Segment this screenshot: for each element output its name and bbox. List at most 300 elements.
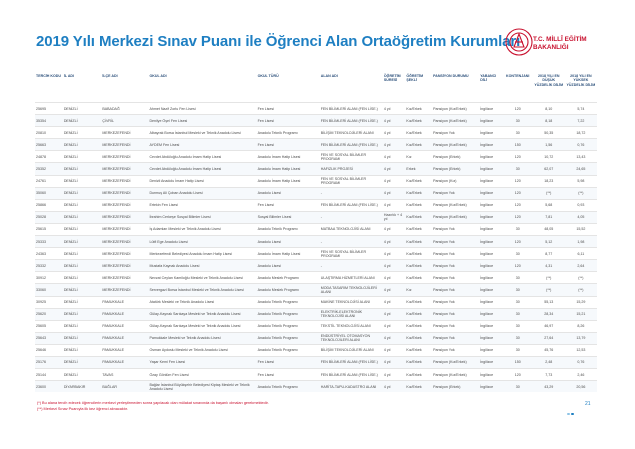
table-cell: -: [320, 260, 383, 272]
table-cell: 25866: [35, 199, 63, 211]
table-cell: İngilizce: [479, 163, 503, 175]
table-cell: DENİZLİ: [63, 175, 102, 187]
table-row: [35, 320, 597, 332]
table-cell: BABADAĞ: [101, 103, 148, 115]
table-row: [35, 260, 597, 272]
table-cell: FEN VE SOSYAL BİLİMLER PROGRAMI: [320, 151, 383, 163]
table-cell: 35060: [35, 187, 63, 199]
table-cell: Kız/Erkek: [405, 187, 432, 199]
table-cell: 30: [503, 127, 533, 139]
table-cell: MATBAA TEKNOLOJİSİ ALANI: [320, 223, 383, 235]
table-cell: MERKEZEFENDİ: [101, 187, 148, 199]
footnotes: [37, 400, 269, 412]
table-cell: Denizli Anadolu İmam Hatip Lisesi: [148, 175, 256, 187]
table-cell: 4 yıl: [383, 308, 405, 320]
table-cell: Pansiyon (Kız/Erkek): [432, 369, 479, 381]
table-cell: Pansiyon (Kız/Erkek): [432, 211, 479, 223]
table-cell: İngilizce: [479, 332, 503, 344]
table-cell: 6,11: [565, 248, 597, 260]
table-cell: MERKEZEFENDİ: [101, 163, 148, 175]
table-cell: 50,35: [533, 127, 565, 139]
table-cell: 4 yıl: [383, 344, 405, 356]
table-cell: Pansiyon Yok: [432, 344, 479, 356]
table-cell: İngilizce: [479, 199, 503, 211]
table-cell: Lütfi Ege Anadolu Lisesi: [148, 236, 256, 248]
table-cell: Kız/Erkek: [405, 296, 432, 308]
table-cell: Fen Lisesi: [257, 115, 320, 127]
table-row: [35, 356, 597, 368]
table-cell: 120: [503, 211, 533, 223]
table-cell: 25663: [35, 139, 63, 151]
table-cell: ENDÜSTRİYEL OTOMASYON TEKNOLOJİLERİ ALANI: [320, 332, 383, 344]
table-cell: 4 yıl: [383, 103, 405, 115]
table-cell: FEN BİLİMLERİ ALANI (FEN LİSE.): [320, 115, 383, 127]
table-row: [35, 381, 597, 393]
table-cell: ULAŞTIRMA HİZMETLERİ ALANI: [320, 272, 383, 284]
table-cell: 25144: [35, 369, 63, 381]
table-cell: Anadolu Lisesi: [257, 260, 320, 272]
footnote: (*) Bu alana tercih edecek öğrencilerin merkezi yerleştirmeden sonra yapılacak olan mülakat sınavında da başarılı olmaları gerekmektedir.: [37, 401, 269, 405]
table-cell: İngilizce: [479, 260, 503, 272]
table-cell: MERKEZEFENDİ: [101, 284, 148, 296]
table-cell: MERKEZEFENDİ: [101, 199, 148, 211]
table-cell: 10,72: [533, 151, 565, 163]
table-cell: 25605: [35, 320, 63, 332]
table-cell: İngilizce: [479, 296, 503, 308]
table-cell: 30: [503, 272, 533, 284]
table-cell: İngilizce: [479, 236, 503, 248]
table-cell: İngilizce: [479, 369, 503, 381]
table-cell: 15,52: [565, 223, 597, 235]
table-cell: 0,93: [565, 199, 597, 211]
table-cell: Kız: [405, 151, 432, 163]
table-cell: 30: [503, 296, 533, 308]
col-header: ÖĞRETİM ŞEKLİ: [406, 74, 424, 83]
table-cell: 2,46: [565, 369, 597, 381]
table-cell: Ahmet Nazif Zorlu Fen Lisesi: [148, 103, 256, 115]
table-cell: 20,56: [565, 381, 597, 393]
table-cell: İngilizce: [479, 175, 503, 187]
col-header: ALAN ADI: [320, 74, 338, 78]
table-cell: Anadolu İmam Hatip Lisesi: [257, 248, 320, 260]
table-cell: 18,23: [533, 175, 565, 187]
table-cell: 4 yıl: [383, 127, 405, 139]
table-cell: DENİZLİ: [63, 211, 102, 223]
table-cell: -: [320, 187, 383, 199]
table-cell: Pansiyon (Erkek): [432, 163, 479, 175]
table-cell: 24878: [35, 151, 63, 163]
table-row: [35, 115, 597, 127]
table-cell: DENİZLİ: [63, 260, 102, 272]
table-cell: 150: [503, 356, 533, 368]
table-cell: Osman Aydoslu Mesleki ve Teknik Anadolu Lisesi: [148, 344, 256, 356]
table-cell: MERKEZEFENDİ: [101, 151, 148, 163]
table-cell: Pansiyon Yok: [432, 296, 479, 308]
table-cell: DENİZLİ: [63, 163, 102, 175]
table-cell: 4 yıl: [383, 381, 405, 393]
table-cell: DENİZLİ: [63, 332, 102, 344]
table-cell: İngilizce: [479, 211, 503, 223]
table-cell: Pansiyon Yok: [432, 284, 479, 296]
table-cell: 4 yıl: [383, 187, 405, 199]
table-cell: 120: [503, 260, 533, 272]
table-cell: DENİZLİ: [63, 296, 102, 308]
table-cell: Fen Lisesi: [257, 103, 320, 115]
table-cell: 4,05: [565, 211, 597, 223]
table-cell: 25615: [35, 223, 63, 235]
table-body: [35, 103, 597, 393]
table-cell: FEN BİLİMLERİ ALANI (FEN LİSE.): [320, 356, 383, 368]
table-cell: Anadolu Meslek Programı: [257, 284, 320, 296]
table-cell: 24363: [35, 248, 63, 260]
table-cell: PAMUKKALE: [101, 356, 148, 368]
table-cell: Merkezefendi Belediyesi Anadolu İmam Hatip Lisesi: [148, 248, 256, 260]
table-cell: İngilizce: [479, 320, 503, 332]
table-row: [35, 139, 597, 151]
table-cell: TEKSTİL TEKNOLOJİSİ ALANI: [320, 320, 383, 332]
table-cell: Pansiyon Yok: [432, 308, 479, 320]
table-cell: 8,10: [533, 103, 565, 115]
ministry-name-line1: T.C. MİLLÎ EĞİTİM: [533, 36, 587, 43]
table-cell: -: [320, 211, 383, 223]
table-row: [35, 284, 597, 296]
table-cell: Fen Lisesi: [257, 369, 320, 381]
table-cell: Kız: [405, 284, 432, 296]
table-row: [35, 272, 597, 284]
table-cell: BİLİŞİM TEKNOLOJİLERİ ALANI: [320, 344, 383, 356]
table-cell: 4 yıl: [383, 223, 405, 235]
table-cell: Pansiyon Yok: [432, 236, 479, 248]
col-header: YABANCI DİLİ: [480, 74, 497, 83]
table-cell: Kız/Erkek: [405, 272, 432, 284]
table-cell: Pansiyon (Kız/Erkek): [432, 139, 479, 151]
table-cell: DENİZLİ: [63, 223, 102, 235]
table-cell: Kız/Erkek: [405, 381, 432, 393]
table-cell: 35354: [35, 115, 63, 127]
table-row: [35, 187, 597, 199]
table-cell: 62,07: [533, 163, 565, 175]
table-cell: Pansiyon Yok: [432, 187, 479, 199]
table-cell: DENİZLİ: [63, 236, 102, 248]
table-row: [35, 308, 597, 320]
col-header: OKUL ADI: [149, 74, 167, 78]
table-cell: 25643: [35, 332, 63, 344]
table-cell: PAMUKKALE: [101, 332, 148, 344]
table-row: [35, 103, 597, 115]
table-row: [35, 248, 597, 260]
table-cell: 5,74: [565, 103, 597, 115]
table-cell: DENİZLİ: [63, 139, 102, 151]
table-cell: FEN BİLİMLERİ ALANI (FEN LİSE.): [320, 369, 383, 381]
table-cell: HAFIZLIK PROJESİ: [320, 163, 383, 175]
table-cell: MERKEZEFENDİ: [101, 211, 148, 223]
table-cell: Kız/Erkek: [405, 320, 432, 332]
table-cell: PAMUKKALE: [101, 308, 148, 320]
table-cell: İngilizce: [479, 272, 503, 284]
table-cell: 120: [503, 236, 533, 248]
table-cell: 25333: [35, 236, 63, 248]
table-cell: Anadolu Teknik Programı: [257, 296, 320, 308]
table-cell: Özay Gönlüm Fen Lisesi: [148, 369, 256, 381]
table-cell: Kız/Erkek: [405, 248, 432, 260]
table-cell: 45,76: [533, 344, 565, 356]
table-cell: 25620: [35, 308, 63, 320]
ministry-name-line2: BAKANLIĞI: [533, 43, 569, 51]
table-cell: MERKEZEFENDİ: [101, 260, 148, 272]
table-row: [35, 175, 597, 187]
table-cell: 30: [503, 284, 533, 296]
table-cell: 30: [503, 163, 533, 175]
table-cell: (**): [565, 187, 597, 199]
table-row: [35, 163, 597, 175]
table-cell: 25646: [35, 344, 63, 356]
table-cell: 120: [503, 369, 533, 381]
table-cell: PAMUKKALE: [101, 296, 148, 308]
table-cell: 8,26: [565, 320, 597, 332]
table-cell: DENİZLİ: [63, 103, 102, 115]
page-title: 2019 Yılı Merkezi Sınav Puanı ile Öğrenci Alan Ortaöğretim Kurumları: [36, 33, 521, 50]
table-cell: Pansiyon Yok: [432, 127, 479, 139]
table-cell: 8,77: [533, 248, 565, 260]
table-cell: 55,13: [533, 296, 565, 308]
table-cell: (**): [533, 284, 565, 296]
table-cell: İngilizce: [479, 139, 503, 151]
table-cell: 150: [503, 139, 533, 151]
table-cell: AYDEM Fen Lisesi: [148, 139, 256, 151]
table-cell: 2,64: [565, 260, 597, 272]
table-cell: FEN VE SOSYAL BİLİMLER PROGRAMI: [320, 248, 383, 260]
col-header: TERCİH KODU: [36, 74, 61, 78]
table-cell: MODA TASARIM TEKNOLOJİLERİ ALANI: [320, 284, 383, 296]
col-header: 2018 YILI EN DÜŞÜK YÜZDELİK DİLİM: [534, 74, 564, 87]
table-cell: DENİZLİ: [63, 308, 102, 320]
table-cell: Pansiyon (Kız/Erkek): [432, 103, 479, 115]
table-cell: Pansiyon Yok: [432, 320, 479, 332]
table-cell: Anadolu Lisesi: [257, 236, 320, 248]
table-cell: DENİZLİ: [63, 284, 102, 296]
table-cell: 30: [503, 308, 533, 320]
table-cell: 7,73: [533, 369, 565, 381]
table-cell: Kız/Erkek: [405, 308, 432, 320]
table-cell: MERKEZEFENDİ: [101, 248, 148, 260]
table-cell: DENİZLİ: [63, 115, 102, 127]
table-cell: Albayrak Borsa İstanbul Mesleki ve Teknik Anadolu Lisesi: [148, 127, 256, 139]
table-cell: İngilizce: [479, 115, 503, 127]
table-cell: Anadolu Teknik Programı: [257, 320, 320, 332]
table-cell: 4 yıl: [383, 369, 405, 381]
table-cell: HARİTA-TAPU-KADASTRO ALANI: [320, 381, 383, 393]
table-cell: 5,12: [533, 236, 565, 248]
footnote: (**) Merkezi Sınav Puanıyla ilk kez öğrenci alınacaktır.: [37, 407, 128, 411]
table-cell: Pamukkale Mesleki ve Teknik Anadolu Lisesi: [148, 332, 256, 344]
table-cell: 30925: [35, 296, 63, 308]
table-cell: 4 yıl: [383, 151, 405, 163]
table-cell: Pansiyon (Kız/Erkek): [432, 115, 479, 127]
table-cell: ELEKTRİK-ELEKTRONİK TEKNOLOJİSİ ALANI: [320, 308, 383, 320]
table-cell: Kız/Erkek: [405, 344, 432, 356]
table-cell: Durmuş Ali Çoban Anadolu Lisesi: [148, 187, 256, 199]
table-cell: İngilizce: [479, 151, 503, 163]
table-cell: Kız/Erkek: [405, 332, 432, 344]
col-header: İL ADI: [63, 74, 75, 78]
table-cell: Pansiyon (Erkek): [432, 381, 479, 393]
table-cell: Servergazi Borsa İstanbul Mesleki ve Teknik Anadolu Lisesi: [148, 284, 256, 296]
table-cell: 18,72: [565, 127, 597, 139]
table-cell: 7,81: [533, 211, 565, 223]
table-row: [35, 211, 597, 223]
table-cell: 13,43: [565, 151, 597, 163]
table-cell: 27,64: [533, 332, 565, 344]
table-cell: Kız/Erkek: [405, 236, 432, 248]
table-cell: 23600: [35, 381, 63, 393]
table-cell: PAMUKKALE: [101, 320, 148, 332]
table-cell: Pansiyon (Kız): [432, 175, 479, 187]
table-cell: Anadolu İmam Hatip Lisesi: [257, 175, 320, 187]
table-cell: İngilizce: [479, 223, 503, 235]
table-cell: Anadolu İmam Hatip Lisesi: [257, 163, 320, 175]
table-row: [35, 199, 597, 211]
table-cell: DENİZLİ: [63, 344, 102, 356]
table-cell: 120: [503, 175, 533, 187]
table-cell: 5,98: [565, 175, 597, 187]
table-cell: Yaşar Kemi Fen Lisesi: [148, 356, 256, 368]
table-cell: 4,31: [533, 260, 565, 272]
table-cell: Bağlar İstanbul Büyükşehir Belediyesi Kiptaş Mesleki ve Teknik Anadolu Lisesi: [148, 381, 256, 393]
table-cell: MERKEZEFENDİ: [101, 175, 148, 187]
table-cell: BAĞLAR: [101, 381, 148, 393]
schools-table: [35, 73, 597, 392]
table-cell: 25695: [35, 103, 63, 115]
page-number: 21: [585, 401, 591, 407]
col-header: İLÇE ADI: [102, 74, 118, 78]
table-cell: 12,53: [565, 344, 597, 356]
table-cell: 15,29: [565, 296, 597, 308]
table-cell: Kız/Erkek: [405, 369, 432, 381]
col-header: PANSİYON DURUMU: [433, 74, 469, 78]
table-cell: 120: [503, 103, 533, 115]
table-cell: FEN VE SOSYAL BİLİMLER PROGRAMI: [320, 175, 383, 187]
table-cell: Anadolu Meslek Programı: [257, 272, 320, 284]
table-cell: 25028: [35, 211, 63, 223]
table-cell: DENİZLİ: [63, 248, 102, 260]
table-cell: Pansiyon Yok: [432, 248, 479, 260]
table-cell: Kız/Erkek: [405, 356, 432, 368]
table-cell: Fen Lisesi: [257, 356, 320, 368]
table-cell: 28,34: [533, 308, 565, 320]
table-cell: 2,48: [533, 356, 565, 368]
table-cell: İngilizce: [479, 356, 503, 368]
table-cell: Pansiyon Yok: [432, 332, 479, 344]
table-cell: Kız/Erkek: [405, 223, 432, 235]
table-cell: Anadolu Teknik Programı: [257, 381, 320, 393]
table-cell: 4 yıl: [383, 175, 405, 187]
table-cell: 4 yıl: [383, 320, 405, 332]
table-cell: 120: [503, 151, 533, 163]
table-cell: 43,29: [533, 381, 565, 393]
table-cell: Fen Lisesi: [257, 139, 320, 151]
table-cell: Pansiyon Yok: [432, 223, 479, 235]
table-cell: Kız/Erkek: [405, 199, 432, 211]
table-cell: Nevzat Ceylan Kamiloğlu Mesleki ve Teknik Anadolu Lisesi: [148, 272, 256, 284]
table-cell: 4 yıl: [383, 248, 405, 260]
table-cell: 4 yıl: [383, 115, 405, 127]
table-row: [35, 127, 597, 139]
table-cell: Kız/Erkek: [405, 211, 432, 223]
col-header: ÖĞRETİM SÜRESİ: [383, 74, 401, 83]
table-cell: (**): [565, 284, 597, 296]
col-header: KONTENJANI: [506, 74, 530, 78]
table-cell: 13,79: [565, 332, 597, 344]
table-cell: MAKİNE TEKNOLOJİSİ ALANI: [320, 296, 383, 308]
table-cell: 30: [503, 248, 533, 260]
table-cell: MERKEZEFENDİ: [101, 127, 148, 139]
table-cell: 120: [503, 187, 533, 199]
table-cell: BİLİŞİM TEKNOLOJİLERİ ALANI: [320, 127, 383, 139]
table-cell: İbrahim Cerkeşe Sosyal Bilimler Lisesi: [148, 211, 256, 223]
table-cell: 7,22: [565, 115, 597, 127]
table-cell: Kız/Erkek: [405, 115, 432, 127]
table-cell: 30: [503, 223, 533, 235]
table-cell: 46,97: [533, 320, 565, 332]
table-cell: Pansiyon Yok: [432, 272, 479, 284]
table-cell: 30: [503, 115, 533, 127]
table-cell: 0,76: [565, 356, 597, 368]
table-cell: 30: [503, 344, 533, 356]
table-cell: 4 yıl: [383, 332, 405, 344]
table-cell: Kız/Erkek: [405, 127, 432, 139]
table-cell: 30912: [35, 272, 63, 284]
table-cell: 5,68: [533, 199, 565, 211]
table-cell: İngilizce: [479, 103, 503, 115]
table-cell: Pansiyon (Kız/Erkek): [432, 356, 479, 368]
table-cell: Gülay-Kaynak Sarıkaya Mesleki ve Teknik Anadolu Lisesi: [148, 308, 256, 320]
table-cell: Sosyal Bilimler Lisesi: [257, 211, 320, 223]
col-header: 2018 YILI EN YÜKSEK YÜZDELİK DİLİM: [566, 74, 596, 87]
table-cell: 4 yıl: [383, 296, 405, 308]
table-cell: 4 yıl: [383, 236, 405, 248]
table-cell: Anadolu Teknik Programı: [257, 332, 320, 344]
table-cell: Mustafa Kaynak Anadolu Lisesi: [148, 260, 256, 272]
table-cell: (**): [565, 272, 597, 284]
table-cell: Pansiyon (Kız/Erkek): [432, 199, 479, 211]
table-cell: 33060: [35, 284, 63, 296]
table-cell: MERKEZEFENDİ: [101, 139, 148, 151]
table-cell: 30: [503, 381, 533, 393]
table-cell: Gülay-Kaynak Sarıkaya Mesleki ve Teknik Anadolu Lisesi: [148, 320, 256, 332]
table-cell: Pansiyon (Erkek): [432, 151, 479, 163]
table-cell: Erkek: [405, 163, 432, 175]
table-cell: 4 yıl: [383, 284, 405, 296]
table-cell: 4 yıl: [383, 272, 405, 284]
table-cell: İngilizce: [479, 344, 503, 356]
table-cell: İş Adamları Mesleki ve Teknik Anadolu Lisesi: [148, 223, 256, 235]
table-cell: Anadolu Teknik Programı: [257, 344, 320, 356]
table-cell: 25176: [35, 356, 63, 368]
table-row: [35, 151, 597, 163]
table-cell: Atatürk Mesleki ve Teknik Anadolu Lisesi: [148, 296, 256, 308]
table-cell: Anadolu Lisesi: [257, 187, 320, 199]
table-cell: -: [320, 236, 383, 248]
table-cell: Kız/Erkek: [405, 103, 432, 115]
table-cell: 8,18: [533, 115, 565, 127]
table-cell: DENİZLİ: [63, 187, 102, 199]
table-cell: 25352: [35, 163, 63, 175]
table-cell: 30: [503, 320, 533, 332]
table-cell: İngilizce: [479, 127, 503, 139]
table-cell: 120: [503, 199, 533, 211]
table-cell: Denilye Öşel Fen Lisesi: [148, 115, 256, 127]
table-cell: MERKEZEFENDİ: [101, 272, 148, 284]
